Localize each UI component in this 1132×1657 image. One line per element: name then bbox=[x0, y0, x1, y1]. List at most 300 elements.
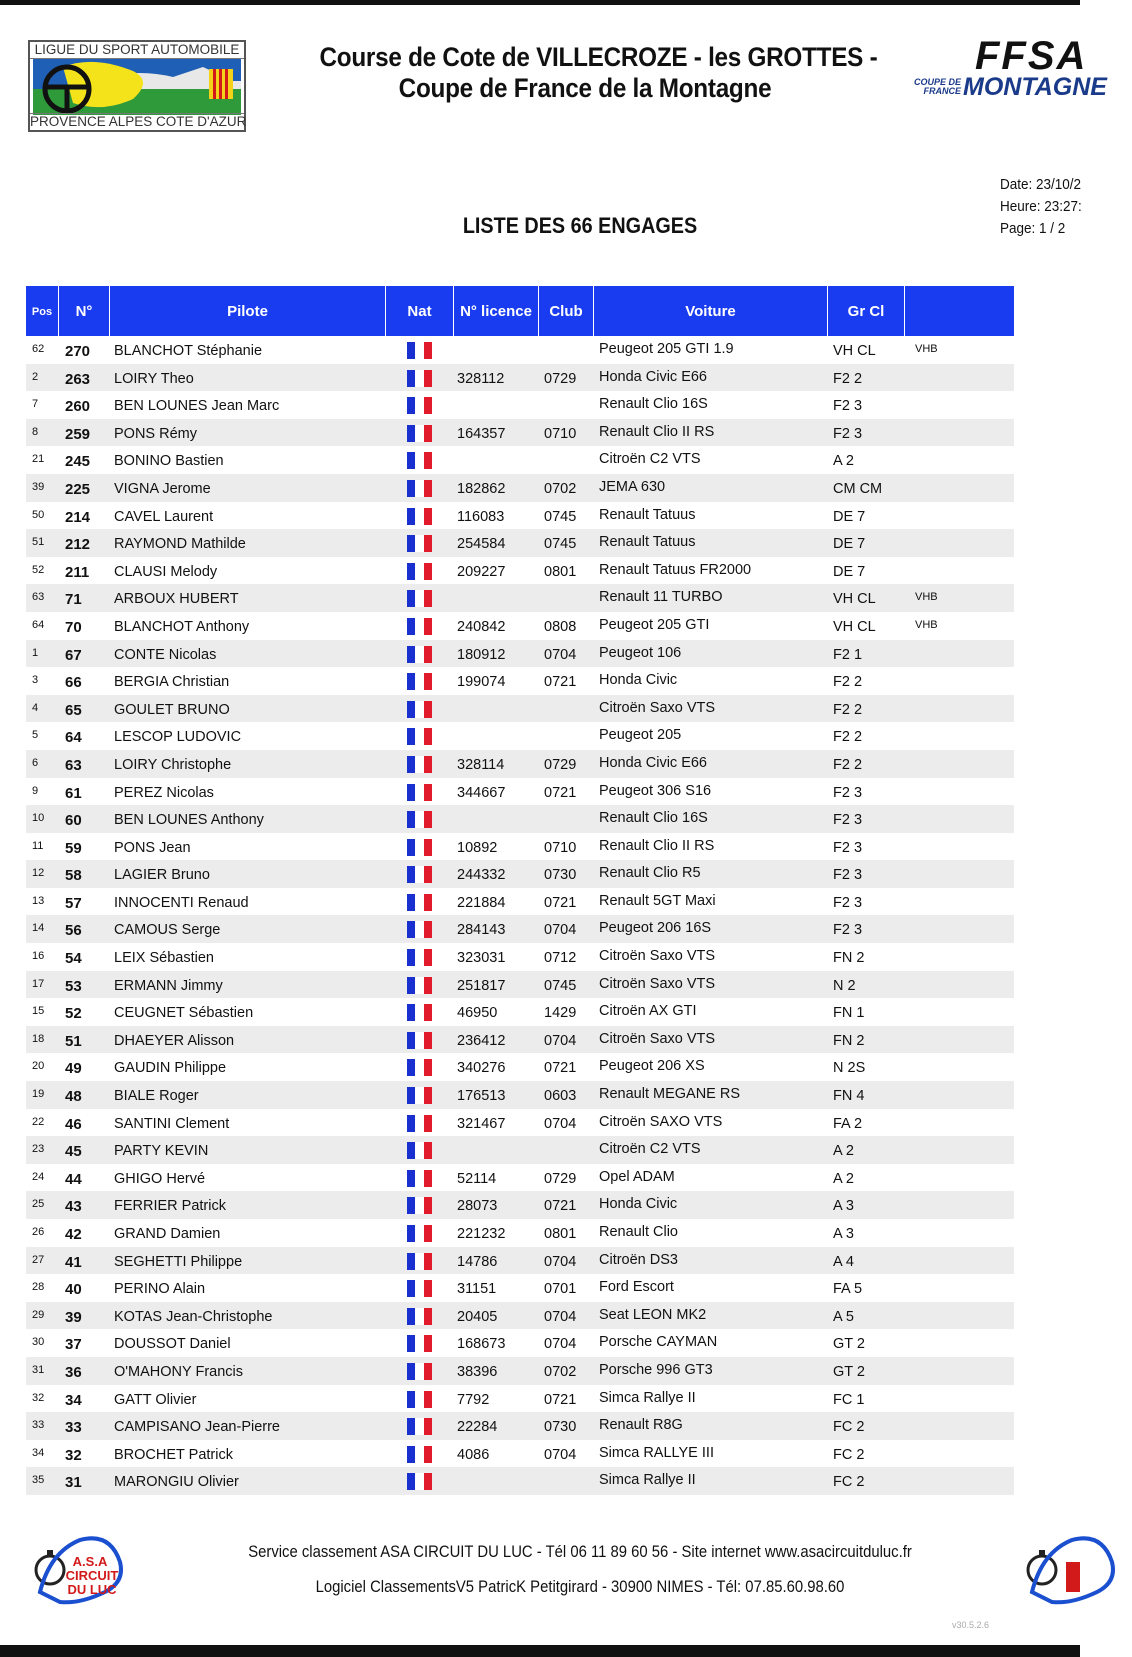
cell-club: 0701 bbox=[544, 1281, 577, 1298]
cell-pilote: LOIRY Christophe bbox=[114, 756, 232, 773]
cell-club: 0704 bbox=[544, 1032, 577, 1049]
cell-club: 0729 bbox=[544, 1170, 577, 1187]
cell-number: 63 bbox=[65, 756, 82, 774]
cell-number: 61 bbox=[65, 784, 82, 802]
cell-pilote: CAVEL Laurent bbox=[114, 508, 214, 525]
table-header bbox=[26, 286, 1014, 336]
cell-group-class: GT 2 bbox=[833, 1363, 865, 1380]
cell-licence: 254584 bbox=[457, 536, 506, 553]
cell-club: 0721 bbox=[544, 894, 577, 911]
france-flag-icon bbox=[407, 508, 432, 525]
cell-pos: 7 bbox=[32, 398, 39, 411]
table-row bbox=[26, 419, 1014, 447]
table-row bbox=[26, 1219, 1014, 1247]
cell-group-class: N 2S bbox=[833, 1060, 866, 1077]
cell-pilote: ERMANN Jimmy bbox=[114, 977, 223, 994]
cell-pilote: SANTINI Clement bbox=[114, 1115, 230, 1132]
cell-voiture: JEMA 630 bbox=[599, 478, 666, 495]
cell-pilote: LAGIER Bruno bbox=[114, 867, 210, 884]
cell-pilote: BEN LOUNES Anthony bbox=[114, 812, 264, 829]
cell-club: 0801 bbox=[544, 1226, 577, 1242]
cell-pos: 23 bbox=[32, 1143, 45, 1156]
cell-group-class: F2 3 bbox=[833, 839, 863, 856]
cell-club: 0721 bbox=[544, 1391, 577, 1408]
cell-pos: 35 bbox=[32, 1474, 45, 1487]
cell-pilote: DOUSSOT Daniel bbox=[114, 1336, 231, 1353]
cell-club: 0745 bbox=[544, 536, 577, 553]
cell-pilote: BROCHET Patrick bbox=[114, 1446, 233, 1463]
cell-licence: 7792 bbox=[457, 1391, 490, 1408]
cell-club: 0729 bbox=[544, 370, 577, 387]
france-flag-icon bbox=[407, 535, 432, 552]
cell-pos: 30 bbox=[32, 1336, 45, 1349]
cell-number: 66 bbox=[65, 674, 82, 692]
table-row bbox=[26, 1385, 1014, 1413]
france-flag-icon bbox=[407, 480, 432, 497]
table-row bbox=[26, 1164, 1014, 1192]
cell-club: 0801 bbox=[544, 563, 577, 580]
table-row bbox=[26, 557, 1014, 585]
cell-number: 40 bbox=[65, 1281, 82, 1299]
asa-circuit-du-luc-logo bbox=[30, 1522, 140, 1612]
france-flag-icon bbox=[407, 977, 432, 994]
cell-club: 0603 bbox=[544, 1088, 577, 1105]
cell-number: 64 bbox=[65, 729, 82, 747]
footer-software-line: Logiciel ClassementsV5 PatricK Petitgirard - 30900 NIMES - Tél: 07.85.60.98.60 bbox=[315, 1578, 845, 1596]
asa-logo-right bbox=[1022, 1522, 1080, 1612]
cell-pos: 31 bbox=[32, 1363, 45, 1376]
cell-pos: 34 bbox=[32, 1446, 45, 1459]
cell-pilote: PONS Jean bbox=[114, 839, 191, 856]
cell-pilote: KOTAS Jean-Christophe bbox=[114, 1308, 273, 1325]
cell-voiture: Renault Clio 16S bbox=[599, 810, 708, 827]
table-row bbox=[26, 1053, 1014, 1081]
ffsa-logo bbox=[905, 34, 1107, 104]
cell-licence: 328112 bbox=[457, 370, 505, 387]
cell-pos: 3 bbox=[32, 674, 39, 687]
cell-group-class: F2 3 bbox=[833, 894, 863, 911]
cell-pos: 10 bbox=[32, 812, 45, 825]
cell-group-class: FC 2 bbox=[833, 1474, 865, 1491]
ligue-logo-top-label: LIGUE DU SPORT AUTOMOBILE bbox=[30, 42, 244, 59]
table-row bbox=[26, 1357, 1014, 1385]
france-flag-icon bbox=[407, 1391, 432, 1408]
france-flag-icon bbox=[407, 728, 432, 745]
cell-number: 58 bbox=[65, 867, 82, 885]
france-flag-icon bbox=[407, 646, 432, 663]
cell-pilote: O'MAHONY Francis bbox=[114, 1363, 243, 1380]
cell-licence: 221232 bbox=[457, 1226, 506, 1242]
france-flag-icon bbox=[407, 701, 432, 718]
bottom-border bbox=[0, 1645, 1080, 1657]
france-flag-icon bbox=[407, 1473, 432, 1490]
cell-pos: 64 bbox=[32, 618, 45, 631]
cell-pos: 22 bbox=[32, 1115, 45, 1128]
time-label: Heure: 23:27: bbox=[1000, 198, 1082, 215]
france-flag-icon bbox=[407, 1308, 432, 1325]
cell-voiture: Ford Escort bbox=[599, 1279, 674, 1296]
cell-pos: 25 bbox=[32, 1198, 45, 1211]
cell-voiture: Renault MEGANE RS bbox=[599, 1086, 741, 1103]
cell-pos: 15 bbox=[32, 1005, 45, 1018]
cell-number: 39 bbox=[65, 1308, 82, 1326]
cell-pos: 52 bbox=[32, 563, 45, 576]
column-header-grcl: Gr Cl bbox=[828, 286, 905, 336]
cell-voiture: Simca Rallye II bbox=[599, 1472, 696, 1489]
cell-licence: 168673 bbox=[457, 1336, 506, 1353]
ligue-emblem-icon bbox=[33, 59, 241, 115]
france-flag-icon bbox=[407, 425, 432, 442]
cell-number: 46 bbox=[65, 1115, 82, 1133]
cell-voiture: Peugeot 306 S16 bbox=[599, 782, 712, 799]
cell-club: 0745 bbox=[544, 977, 577, 994]
cell-licence: 46950 bbox=[457, 1005, 498, 1022]
cell-pilote: LOIRY Theo bbox=[114, 370, 194, 387]
cell-number: 45 bbox=[65, 1143, 82, 1161]
cell-licence: 14786 bbox=[457, 1253, 498, 1270]
cell-licence: 209227 bbox=[457, 563, 506, 580]
cell-licence: 199074 bbox=[457, 674, 506, 691]
table-row bbox=[26, 695, 1014, 723]
cell-group-class: A 2 bbox=[833, 1143, 854, 1160]
cell-pilote: FERRIER Patrick bbox=[114, 1198, 226, 1215]
cell-club: 0710 bbox=[544, 425, 577, 442]
svg-text:CIRCUIT: CIRCUIT bbox=[65, 1568, 119, 1583]
france-flag-icon bbox=[407, 590, 432, 607]
cell-group-class: F2 2 bbox=[833, 729, 863, 746]
cell-group-class: FN 1 bbox=[833, 1005, 865, 1022]
cell-club: 1429 bbox=[544, 1005, 577, 1022]
cell-extra: VHB bbox=[915, 618, 938, 631]
cell-group-class: F2 3 bbox=[833, 812, 863, 829]
cell-group-class: N 2 bbox=[833, 977, 856, 994]
cell-pilote: BONINO Bastien bbox=[114, 453, 224, 470]
france-flag-icon bbox=[407, 756, 432, 773]
cell-pos: 11 bbox=[32, 839, 44, 852]
france-flag-icon bbox=[407, 1418, 432, 1435]
table-row bbox=[26, 336, 1014, 364]
cell-voiture: Citroën SAXO VTS bbox=[599, 1113, 723, 1130]
cell-club: 0704 bbox=[544, 1308, 577, 1325]
cell-group-class: F2 2 bbox=[833, 701, 863, 718]
table-row bbox=[26, 1467, 1014, 1495]
cell-pilote: PEREZ Nicolas bbox=[114, 784, 214, 801]
cell-pos: 50 bbox=[32, 508, 45, 521]
cell-group-class: GT 2 bbox=[833, 1336, 865, 1353]
table-row bbox=[26, 971, 1014, 999]
cell-pos: 33 bbox=[32, 1419, 45, 1432]
cell-pos: 27 bbox=[32, 1253, 45, 1266]
cell-group-class: VH CL bbox=[833, 591, 876, 608]
cell-licence: 22284 bbox=[457, 1419, 498, 1436]
cell-pos: 6 bbox=[32, 756, 39, 769]
cell-number: 71 bbox=[65, 591, 82, 609]
cell-group-class: F2 2 bbox=[833, 756, 863, 773]
cell-number: 70 bbox=[65, 618, 82, 636]
cell-pilote: GRAND Damien bbox=[114, 1226, 221, 1242]
top-border bbox=[0, 0, 1080, 5]
cell-voiture: Porsche 996 GT3 bbox=[599, 1361, 713, 1378]
cell-pos: 20 bbox=[32, 1060, 45, 1073]
table-row bbox=[26, 998, 1014, 1026]
cell-group-class: F2 3 bbox=[833, 922, 863, 939]
cell-number: 48 bbox=[65, 1088, 82, 1106]
cell-pilote: PARTY KEVIN bbox=[114, 1143, 209, 1160]
table-body bbox=[26, 336, 1014, 1495]
cell-voiture: Peugeot 206 16S bbox=[599, 920, 712, 937]
cell-group-class: CM CM bbox=[833, 480, 883, 497]
cell-licence: 164357 bbox=[457, 425, 506, 442]
cell-pilote: GOULET BRUNO bbox=[114, 701, 230, 718]
france-flag-icon bbox=[407, 1225, 432, 1242]
cell-number: 211 bbox=[65, 563, 90, 581]
table-row bbox=[26, 1026, 1014, 1054]
table-row bbox=[26, 1440, 1014, 1468]
cell-pilote: GHIGO Hervé bbox=[114, 1170, 206, 1187]
france-flag-icon bbox=[407, 673, 432, 690]
cell-number: 49 bbox=[65, 1060, 82, 1078]
cell-number: 212 bbox=[65, 536, 91, 554]
cell-number: 225 bbox=[65, 480, 91, 498]
cell-number: 245 bbox=[65, 453, 91, 471]
cell-voiture: Honda Civic E66 bbox=[599, 368, 707, 385]
france-flag-icon bbox=[407, 1087, 432, 1104]
cell-pos: 28 bbox=[32, 1281, 45, 1294]
cell-licence: 4086 bbox=[457, 1446, 490, 1463]
cell-group-class: A 2 bbox=[833, 453, 854, 470]
cell-number: 54 bbox=[65, 950, 82, 968]
cell-club: 0704 bbox=[544, 646, 577, 663]
cell-pos: 17 bbox=[32, 977, 45, 990]
cell-number: 42 bbox=[65, 1226, 82, 1243]
title-line-2: Coupe de France de la Montagne bbox=[398, 73, 772, 103]
france-flag-icon bbox=[407, 1115, 432, 1132]
table-row bbox=[26, 750, 1014, 778]
cell-voiture: Peugeot 205 bbox=[599, 727, 682, 744]
cell-licence: 221884 bbox=[457, 894, 506, 911]
cell-number: 56 bbox=[65, 922, 82, 940]
cell-pos: 19 bbox=[32, 1088, 45, 1101]
page-title bbox=[319, 42, 878, 104]
cell-group-class: F2 2 bbox=[833, 370, 863, 387]
france-flag-icon bbox=[407, 784, 432, 801]
cell-licence: 31151 bbox=[457, 1281, 497, 1298]
cell-club: 0745 bbox=[544, 508, 577, 525]
france-flag-icon bbox=[407, 1335, 432, 1352]
cell-group-class: FA 5 bbox=[833, 1281, 863, 1298]
cell-number: 67 bbox=[65, 646, 82, 664]
cell-pilote: DHAEYER Alisson bbox=[114, 1032, 235, 1049]
table-row bbox=[26, 1274, 1014, 1302]
cell-pilote: CEUGNET Sébastien bbox=[114, 1005, 254, 1022]
table-row bbox=[26, 529, 1014, 557]
cell-pos: 62 bbox=[32, 343, 45, 355]
cell-licence: 28073 bbox=[457, 1198, 498, 1215]
france-flag-icon bbox=[407, 1004, 432, 1021]
cell-voiture: Renault R8G bbox=[599, 1417, 683, 1434]
cell-group-class: F2 1 bbox=[833, 646, 863, 663]
entries-table bbox=[26, 286, 1014, 1495]
cell-pos: 8 bbox=[32, 425, 39, 438]
cell-pos: 51 bbox=[32, 536, 45, 549]
table-row bbox=[26, 860, 1014, 888]
cell-number: 214 bbox=[65, 508, 91, 526]
table-row bbox=[26, 612, 1014, 640]
cell-group-class: A 5 bbox=[833, 1308, 854, 1325]
cell-group-class: A 3 bbox=[833, 1226, 854, 1242]
france-flag-icon bbox=[407, 342, 432, 359]
column-header-pos: Pos bbox=[26, 286, 59, 336]
cell-club: 0721 bbox=[544, 1198, 577, 1215]
cell-number: 34 bbox=[65, 1391, 82, 1409]
cell-pos: 29 bbox=[32, 1308, 45, 1321]
cell-pos: 32 bbox=[32, 1391, 45, 1404]
cell-licence: 180912 bbox=[457, 646, 506, 663]
cell-pilote: MARONGIU Olivier bbox=[114, 1474, 239, 1491]
cell-number: 37 bbox=[65, 1336, 82, 1354]
page-number: Page: 1 / 2 bbox=[1000, 220, 1066, 237]
france-flag-icon bbox=[407, 1363, 432, 1380]
cell-group-class: F2 3 bbox=[833, 398, 863, 415]
cell-voiture: Renault 11 TURBO bbox=[599, 589, 723, 606]
table-row bbox=[26, 502, 1014, 530]
cell-club: 0730 bbox=[544, 1419, 577, 1436]
cell-number: 259 bbox=[65, 425, 91, 443]
france-flag-icon bbox=[407, 1280, 432, 1297]
france-flag-icon bbox=[407, 1142, 432, 1159]
cell-voiture: Renault Tatuus bbox=[599, 506, 696, 523]
cell-licence: 323031 bbox=[457, 950, 506, 967]
table-row bbox=[26, 833, 1014, 861]
table-row bbox=[26, 474, 1014, 502]
cell-pilote: VIGNA Jerome bbox=[114, 480, 211, 497]
cell-group-class: DE 7 bbox=[833, 563, 866, 580]
cell-voiture: Honda Civic E66 bbox=[599, 754, 707, 771]
cell-number: 60 bbox=[65, 812, 82, 830]
cell-pos: 26 bbox=[32, 1226, 45, 1238]
france-flag-icon bbox=[407, 1197, 432, 1214]
france-flag-icon bbox=[407, 397, 432, 414]
date-label: Date: 23/10/2 bbox=[1000, 176, 1082, 193]
cell-number: 31 bbox=[65, 1474, 82, 1492]
cell-pilote: BIALE Roger bbox=[114, 1088, 199, 1105]
version-label: v30.5.2.6 bbox=[952, 1620, 990, 1630]
cell-voiture: Renault Clio II RS bbox=[599, 423, 715, 440]
france-flag-icon bbox=[407, 866, 432, 883]
cell-group-class: A 2 bbox=[833, 1170, 854, 1187]
cell-licence: 20405 bbox=[457, 1308, 498, 1325]
cell-voiture: Peugeot 205 GTI 1.9 bbox=[599, 341, 734, 357]
cell-number: 32 bbox=[65, 1446, 82, 1464]
cell-club: 0704 bbox=[544, 1115, 577, 1132]
cell-number: 260 bbox=[65, 398, 91, 416]
cell-pos: 16 bbox=[32, 950, 45, 963]
cell-licence: 10892 bbox=[457, 839, 498, 856]
cell-voiture: Citroën C2 VTS bbox=[599, 1141, 701, 1158]
france-flag-icon bbox=[407, 1253, 432, 1270]
cell-group-class: VH CL bbox=[833, 343, 876, 359]
cell-number: 41 bbox=[65, 1253, 82, 1271]
column-header-num: N° bbox=[59, 286, 110, 336]
cell-number: 36 bbox=[65, 1363, 82, 1381]
table-row bbox=[26, 1247, 1014, 1275]
cell-group-class: VH CL bbox=[833, 618, 876, 635]
cell-licence: 236412 bbox=[457, 1032, 506, 1049]
cell-club: 0702 bbox=[544, 1363, 577, 1380]
cell-licence: 251817 bbox=[457, 977, 506, 994]
cell-group-class: FA 2 bbox=[833, 1115, 863, 1132]
cell-club: 0704 bbox=[544, 922, 577, 939]
cell-group-class: F2 3 bbox=[833, 784, 863, 801]
cell-group-class: FN 4 bbox=[833, 1088, 865, 1105]
table-row bbox=[26, 391, 1014, 419]
cell-extra: VHB bbox=[915, 343, 938, 355]
cell-number: 43 bbox=[65, 1198, 82, 1216]
cell-group-class: A 4 bbox=[833, 1253, 854, 1270]
cell-pos: 13 bbox=[32, 894, 45, 907]
cell-licence: 284143 bbox=[457, 922, 506, 939]
cell-pos: 5 bbox=[32, 729, 39, 742]
cell-pilote: BERGIA Christian bbox=[114, 674, 230, 691]
cell-pos: 4 bbox=[32, 701, 39, 714]
cell-club: 0704 bbox=[544, 1253, 577, 1270]
cell-voiture: Citroën C2 VTS bbox=[599, 451, 701, 468]
cell-voiture: Honda Civic bbox=[599, 1196, 678, 1213]
table-row bbox=[26, 667, 1014, 695]
table-row bbox=[26, 446, 1014, 474]
cell-licence: 182862 bbox=[457, 480, 506, 497]
table-row bbox=[26, 1136, 1014, 1164]
cell-pilote: ARBOUX HUBERT bbox=[114, 591, 239, 608]
cell-voiture: Renault Clio R5 bbox=[599, 865, 701, 882]
cell-group-class: FC 2 bbox=[833, 1446, 865, 1463]
ligue-logo-bottom-label: PROVENCE ALPES COTE D'AZUR bbox=[30, 114, 247, 129]
table-row bbox=[26, 1191, 1014, 1219]
cell-number: 270 bbox=[65, 343, 91, 360]
cell-voiture: Citroën Saxo VTS bbox=[599, 948, 716, 965]
table-row bbox=[26, 888, 1014, 916]
cell-voiture: Peugeot 205 GTI bbox=[599, 616, 710, 633]
cell-pos: 14 bbox=[32, 922, 45, 935]
cell-licence: 340276 bbox=[457, 1060, 506, 1077]
cell-pos: 2 bbox=[32, 370, 39, 383]
cell-pilote: BLANCHOT Stéphanie bbox=[114, 343, 263, 359]
cell-voiture: Renault 5GT Maxi bbox=[599, 892, 716, 909]
ffsa-logo-text: FFSA bbox=[975, 34, 1088, 78]
cell-number: 44 bbox=[65, 1170, 82, 1188]
cell-pilote: BLANCHOT Anthony bbox=[114, 618, 250, 635]
cell-pilote: CONTE Nicolas bbox=[114, 646, 217, 663]
cell-voiture: Citroën AX GTI bbox=[599, 1003, 697, 1020]
svg-text:A.S.A: A.S.A bbox=[72, 1554, 108, 1569]
table-row bbox=[26, 1109, 1014, 1137]
cell-voiture: Porsche CAYMAN bbox=[599, 1334, 718, 1351]
cell-club: 0704 bbox=[544, 1446, 577, 1463]
cell-club: 0721 bbox=[544, 784, 577, 801]
cell-group-class: A 3 bbox=[833, 1198, 854, 1215]
france-flag-icon bbox=[407, 618, 432, 635]
cell-group-class: F2 2 bbox=[833, 674, 863, 691]
cell-club: 0710 bbox=[544, 839, 577, 856]
cell-pilote: PONS Rémy bbox=[114, 425, 197, 442]
table-row bbox=[26, 1302, 1014, 1330]
document-meta bbox=[1000, 174, 1082, 240]
france-flag-icon bbox=[407, 839, 432, 856]
asa-logo-right-icon bbox=[1022, 1522, 1132, 1612]
france-flag-icon bbox=[407, 1059, 432, 1076]
cell-pilote: CLAUSI Melody bbox=[114, 563, 218, 580]
cell-club: 0808 bbox=[544, 618, 577, 635]
